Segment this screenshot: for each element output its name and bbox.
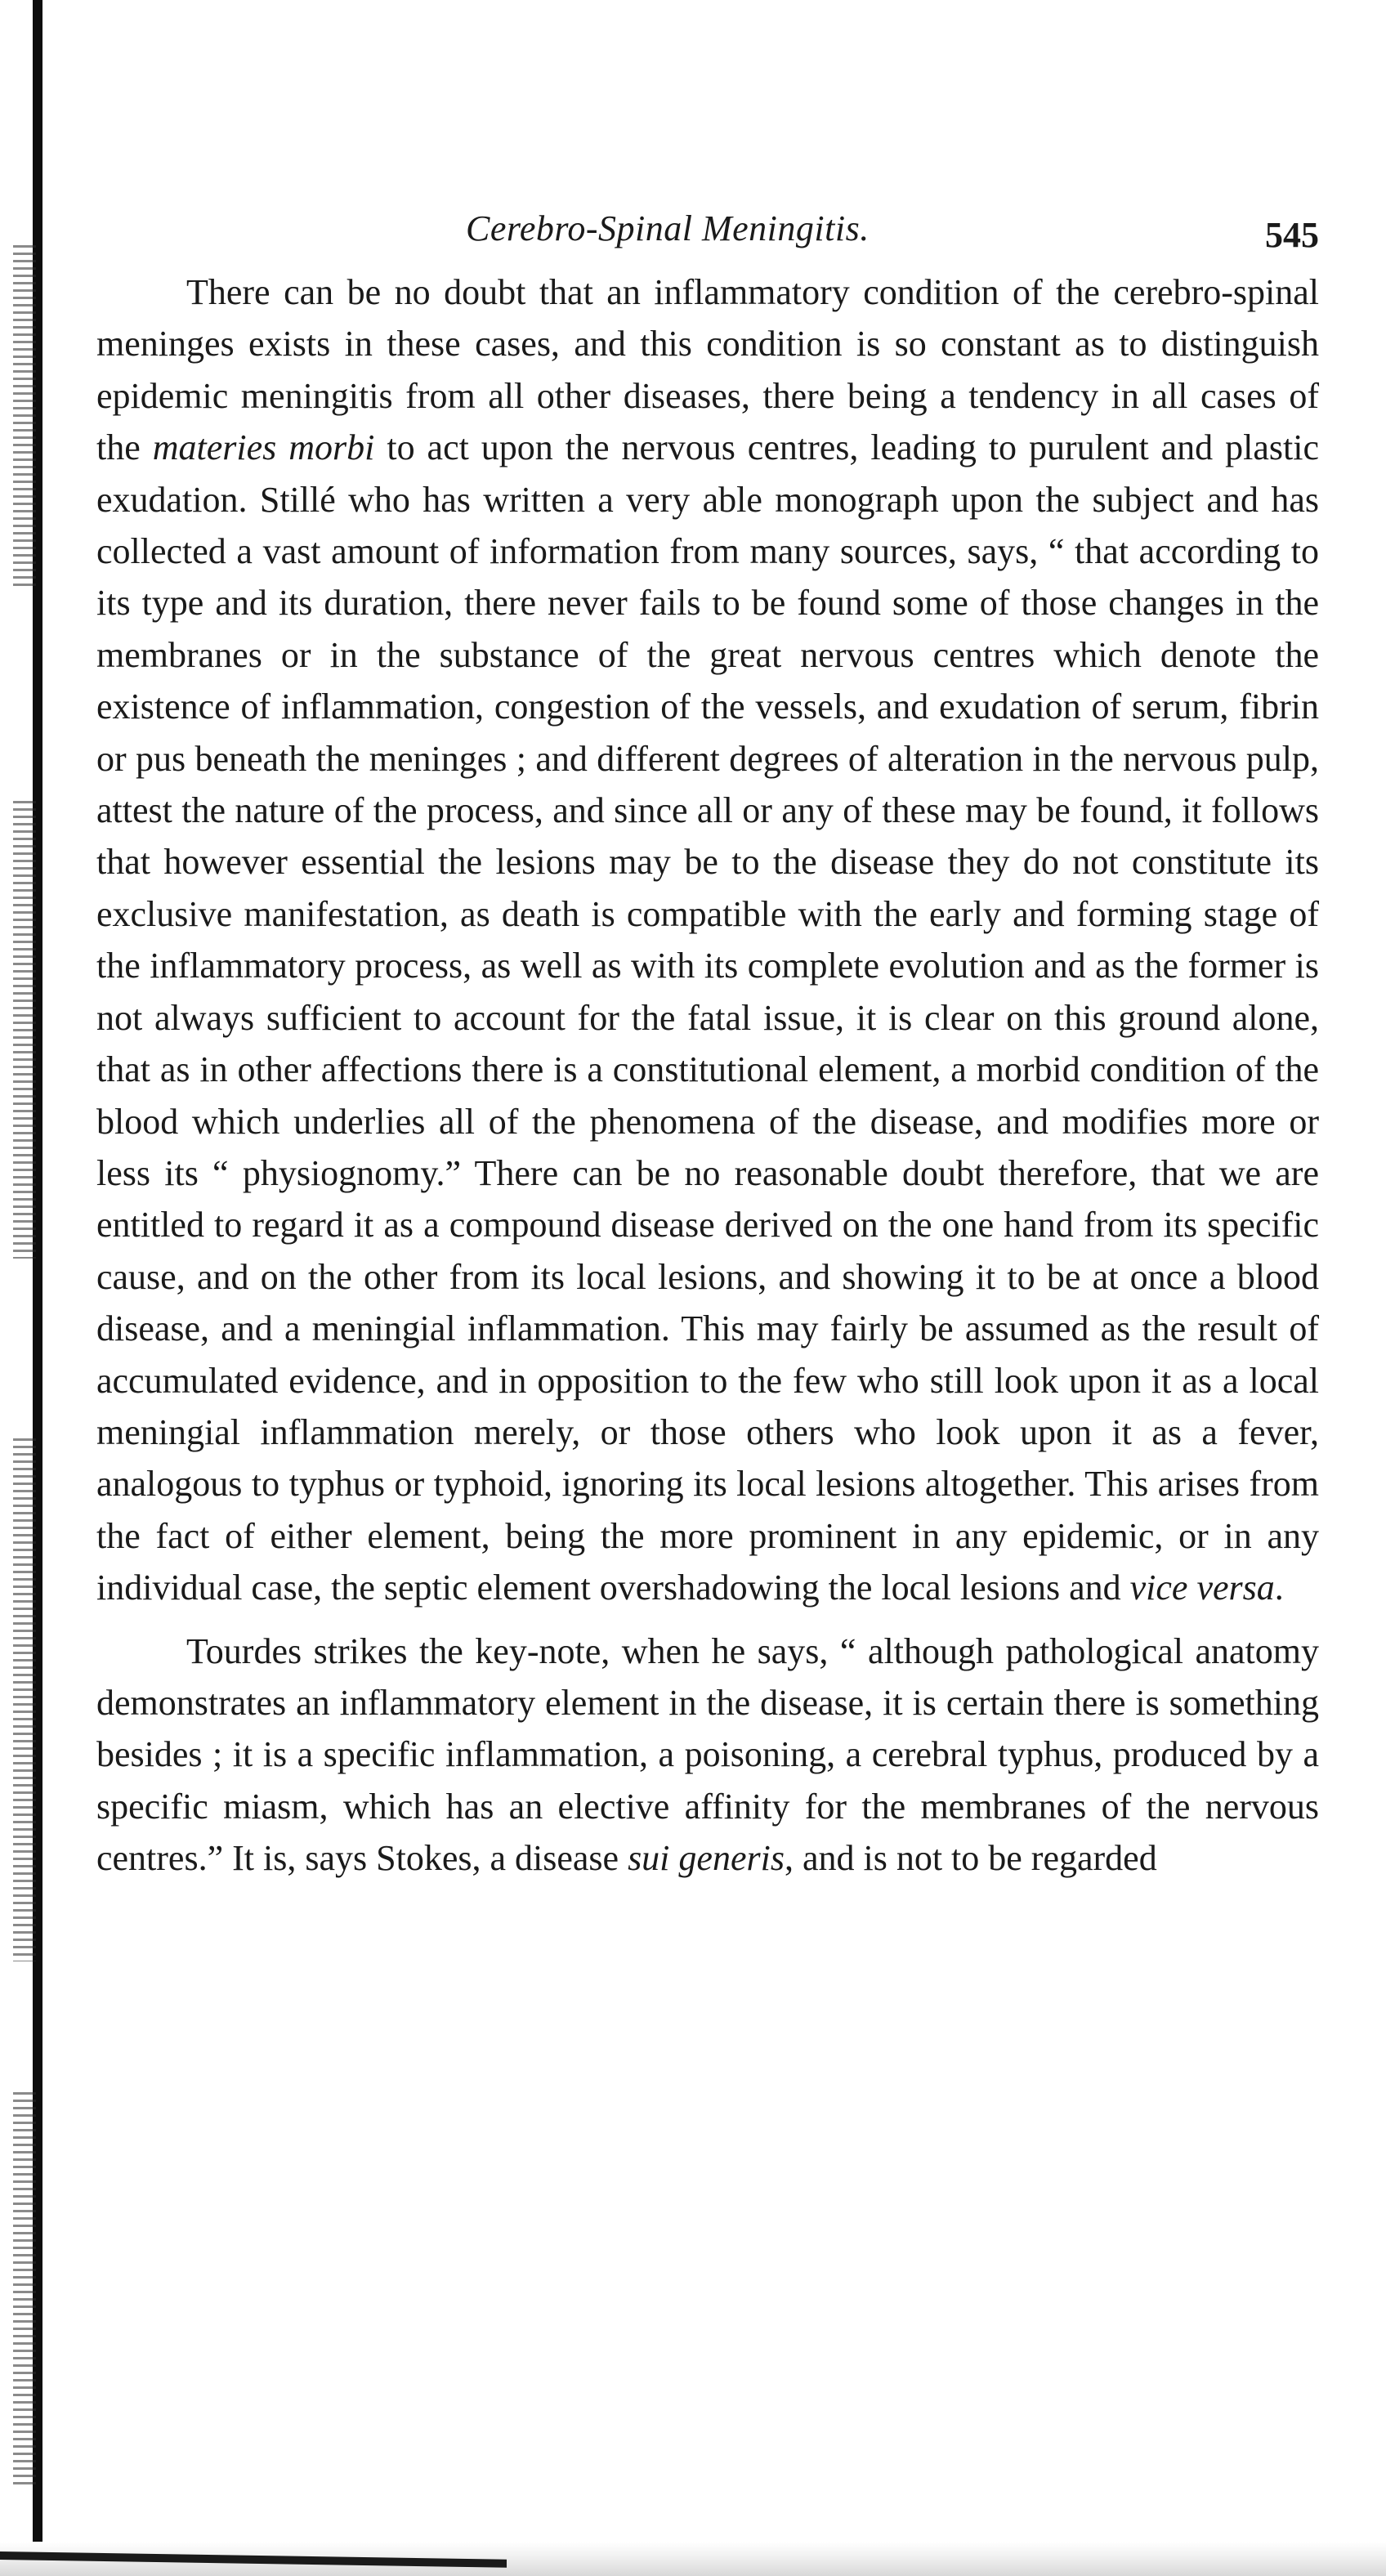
italic-phrase: materies morbi [152,427,375,468]
binding-speckle [13,801,36,1259]
body-text [96,266,1319,1885]
text-run: , and is not to be regarded [784,1838,1157,1879]
text-run: . [1274,1568,1284,1608]
paragraph [96,1626,1319,1885]
running-title: Cerebro-Spinal Meningitis. [466,208,870,248]
binding-speckle [13,1438,36,1961]
text-run: to act upon the nervous centres, leading to purulent and plastic exudation. Stillé who has written a very able monograph upon the subject and has collected a vast amount of information from many sources, says, “ that according to its type and its duration, there never fails to be found some of those changes in the membranes or in the substance of the great nervous centres which denote the existence of inflammation, congestion of the vessels, and exudation of serum, fibrin or pus beneath the meninges ; and different degrees of alteration in the nervous pulp, attest the nature of the process, and since all or any of these may be found, it follows that however essential the lesions may be to the disease they do not constitute its exclusive manifestation, as death is compatible with the early and forming stage of the inflammatory process, as well as with its complete evolution and as the former is not always sufficient to account for the fatal issue, it is clear on this ground alone, that as in other affections there is a constitutional element, a morbid condition of the blood which underlies all of the phenomena of the disease, and modifies more or less its “ physiognomy.” There can be no reasonable doubt therefore, that we are entitled to regard it as a compound disease derived on the one hand from its specific cause, and on the other from its local lesions, and showing it to be at once a blood disease, and a meningial inflammation. This may fairly be assumed as the result of accumulated evidence, and in opposition to the few who still look upon it as a local meningial inflammation merely, or those others who look upon it as a fever, analogous to typhus or typhoid, ignoring its local lesions altogether. This arises from the fact of either element, being the more prominent in any epidemic, or in any individual case, the septic element overshadowing the local lesions and [96,427,1319,1608]
binding-speckle [13,2092,36,2484]
binding-edge [0,0,51,2576]
binding-speckle [13,245,36,588]
text-run: There can be no doubt that an inflammatory condition of the cerebro-spinal meninges exists in these cases, and this condition is so constant as to distinguish epidemic meningitis from all other diseases, there being a tendency in all cases of the [96,272,1319,468]
book-page [96,193,1319,1885]
paragraph [96,266,1319,1614]
text-run: Tourdes strikes the key-note, when he says, “ although pathological anatomy demonstrates an inflammatory element in the disease, it is certain there is something besides ; it is a specific inflammation, a poisoning, a cerebral typhus, produced by a specific miasm, which has an elective affinity for the membranes of the nervous centres.” It is, says Stokes, a disease [96,1630,1319,1879]
italic-phrase: vice versa [1129,1568,1275,1608]
page-number: 545 [1265,215,1319,255]
italic-phrase: sui generis [628,1838,785,1879]
running-head [96,193,1319,266]
